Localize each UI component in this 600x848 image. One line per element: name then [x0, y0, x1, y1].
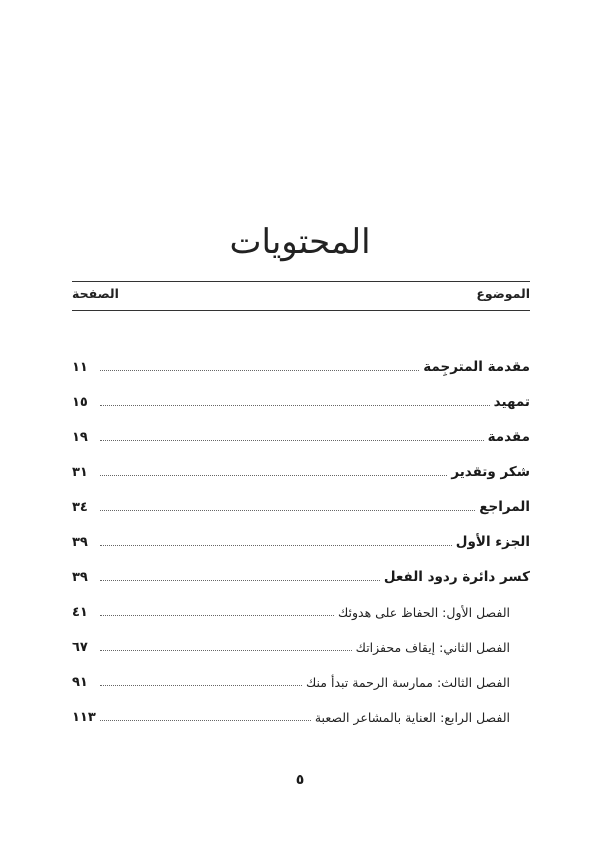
- toc-entry-page: ٣١: [72, 465, 88, 480]
- toc-entry[interactable]: [72, 690, 530, 725]
- toc-entry-title: الفصل الأول: الحفاظ على هدوئك: [338, 605, 510, 620]
- toc-entry[interactable]: [72, 550, 530, 585]
- header-bottom-rule: [72, 310, 530, 311]
- dot-leader: [100, 580, 380, 581]
- toc-entry-title: كسر دائرة ردود الفعل: [383, 569, 530, 585]
- page-column-header: الصفحة: [72, 286, 119, 301]
- dot-leader: [100, 650, 352, 651]
- dot-leader: [100, 440, 484, 441]
- dot-leader: [100, 615, 334, 616]
- toc-entry-page: ٣٩: [72, 535, 88, 550]
- dot-leader: [100, 685, 302, 686]
- toc-entries: [72, 340, 530, 725]
- toc-entry[interactable]: [72, 585, 530, 620]
- toc-entry[interactable]: [72, 655, 530, 690]
- toc-entry-page: ٣٤: [72, 500, 88, 515]
- toc-entry[interactable]: [72, 375, 530, 410]
- toc-entry-page: ٣٩: [72, 570, 88, 585]
- dot-leader: [100, 720, 311, 721]
- toc-entry-page: ١٩: [72, 430, 88, 445]
- toc-entry-title: الفصل الرابع: العناية بالمشاعر الصعبة: [314, 710, 510, 725]
- toc-entry[interactable]: [72, 620, 530, 655]
- toc-entry-page: ١١٣: [72, 710, 96, 725]
- dot-leader: [100, 405, 490, 406]
- toc-entry-title: المراجع: [479, 499, 530, 515]
- dot-leader: [100, 510, 475, 511]
- toc-entry-page: ٩١: [72, 675, 88, 690]
- page-title: المحتويات: [229, 222, 371, 262]
- toc-entry[interactable]: [72, 445, 530, 480]
- toc-entry-page: ١١: [72, 360, 88, 375]
- toc-entry-page: ١٥: [72, 395, 88, 410]
- dot-leader: [100, 475, 447, 476]
- toc-entry[interactable]: [72, 410, 530, 445]
- toc-entry-title: الفصل الثالث: ممارسة الرحمة تبدأ منك: [306, 675, 510, 690]
- subject-column-header: الموضوع: [476, 286, 530, 301]
- toc-entry-page: ٦٧: [72, 640, 88, 655]
- toc-entry-title: مقدمة المترجِمة: [423, 359, 530, 375]
- header-top-rule: [72, 281, 530, 282]
- toc-entry-page: ٤١: [72, 605, 88, 620]
- toc-entry-title: شكر وتقدير: [451, 464, 530, 480]
- toc-entry-title: الجزء الأول: [455, 534, 530, 550]
- toc-entry-title: الفصل الثاني: إيقاف محفزاتك: [355, 640, 510, 655]
- toc-entry[interactable]: [72, 340, 530, 375]
- toc-entry[interactable]: [72, 480, 530, 515]
- page-number: ٥: [295, 772, 305, 788]
- toc-entry-title: تمهيد: [493, 394, 530, 410]
- dot-leader: [100, 545, 452, 546]
- dot-leader: [100, 370, 419, 371]
- toc-entry-title: مقدمة: [487, 429, 530, 445]
- toc-entry[interactable]: [72, 515, 530, 550]
